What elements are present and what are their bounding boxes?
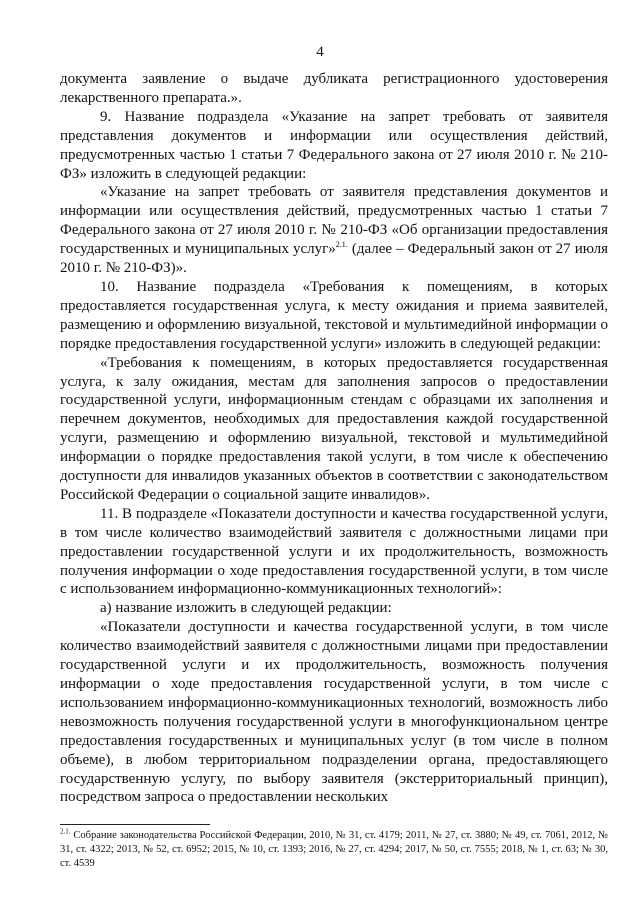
footnote-divider	[60, 824, 210, 825]
paragraph-text: а) название изложить в следующей редакции:	[100, 600, 392, 617]
footnote-reference: 2.1.	[335, 240, 348, 250]
paragraph-7	[60, 599, 608, 618]
paragraph-text: «Показатели доступности и качества государственной услуги, в том числе количество взаимодействий заявителя с должностными лицами при предоставлении государственной услуги и их продолжительность, возможность получения информации о ходе предоставления государственной услуги, в том числе с использованием информационно-коммуникационных технологий, возможность либо невозможность получения государственной услуги в многофункциональном центре предоставления государственных и муниципальных услуг (в том числе в полном объеме), в любом территориальном подразделении органа, предоставляющего государственную услугу, по выбору заявителя (экстерриториальный принцип), посредством запроса о предоставлении нескольких	[60, 619, 608, 806]
paragraph-text: 9. Название подраздела «Указание на запрет требовать от заявителя представления документов и информации или осуществления действий, предусмотренных частью 1 статьи 7 Федерального закона от 27 июля 2010 г. № 210-ФЗ» изложить в следующей редакции:	[60, 108, 608, 182]
footnote-marker: 2.1.	[60, 827, 71, 836]
paragraph-text: 10. Название подраздела «Требования к помещениям, в которых предоставляется государственная услуга, к месту ожидания и приема заявителей, размещению и оформлению визуальной, текстовой и мультимедийной информации о порядке предоставления государственной услуги» изложить в следующей редакции:	[60, 278, 608, 352]
paragraph-text: документа заявление о выдаче дубликата регистрационного удостоверения лекарственного препарата.».	[60, 71, 608, 106]
paragraph-text: «Требования к помещениям, в которых предоставляется государственная услуга, к залу ожидания, местам для заполнения запросов о предоставлении государственной услуги, информационным стендам с образцами их заполнения и перечнем документов, необходимых для предоставления каждой государственной услуги, размещению и оформлению визуальной, текстовой и мультимедийной информации о порядке предоставления такой услуги, в том числе к обеспечению доступности для инвалидов указанных объектов в соответствии с законодательством Российской Федерации о социальной защите инвалидов».	[60, 354, 608, 503]
page-number: 4	[316, 44, 324, 60]
paragraph-2	[60, 108, 608, 184]
paragraph-8	[60, 618, 608, 807]
paragraph-4	[60, 278, 608, 354]
footnote	[60, 829, 608, 871]
paragraph-text-continued: (далее – Федеральный закон от 27 июля 2010 г. № 210-ФЗ)».	[60, 241, 608, 277]
paragraph-1	[60, 70, 608, 108]
paragraph-5	[60, 354, 608, 505]
paragraph-text: «Указание на запрет требовать от заявителя представления документов и информации или осуществления действий, предусмотренных частью 1 статьи 7 Федерального закона от 27 июля 2010 г. № 210-ФЗ «Об организации предоставления государственных и муниципальных услуг»	[60, 184, 608, 258]
paragraph-3	[60, 183, 608, 278]
paragraph-text: 11. В подразделе «Показатели доступности и качества государственной услуги, в том числе количество взаимодействий заявителя с должностными лицами при предоставлении государственной услуги и их продолжительность, возможность получения информации о ходе предоставления государственной услуги, в том числе с использованием информационно-коммуникационных технологий»:	[60, 505, 608, 598]
paragraph-6	[60, 505, 608, 600]
footnote-text: Собрание законодательства Российской Федерации, 2010, № 31, ст. 4179; 2011, № 27, ст. 3880; № 49, ст. 7061, 2012, № 31, ст. 4322; 2013, № 52, ст. 6952; 2015, № 10, ст. 1393; 2016, № 27, ст. 4294; 2017, № 50, ст. 7555; 2018, № 1, ст. 63; № 30, ст. 4539	[60, 830, 608, 869]
document-body	[60, 70, 608, 807]
